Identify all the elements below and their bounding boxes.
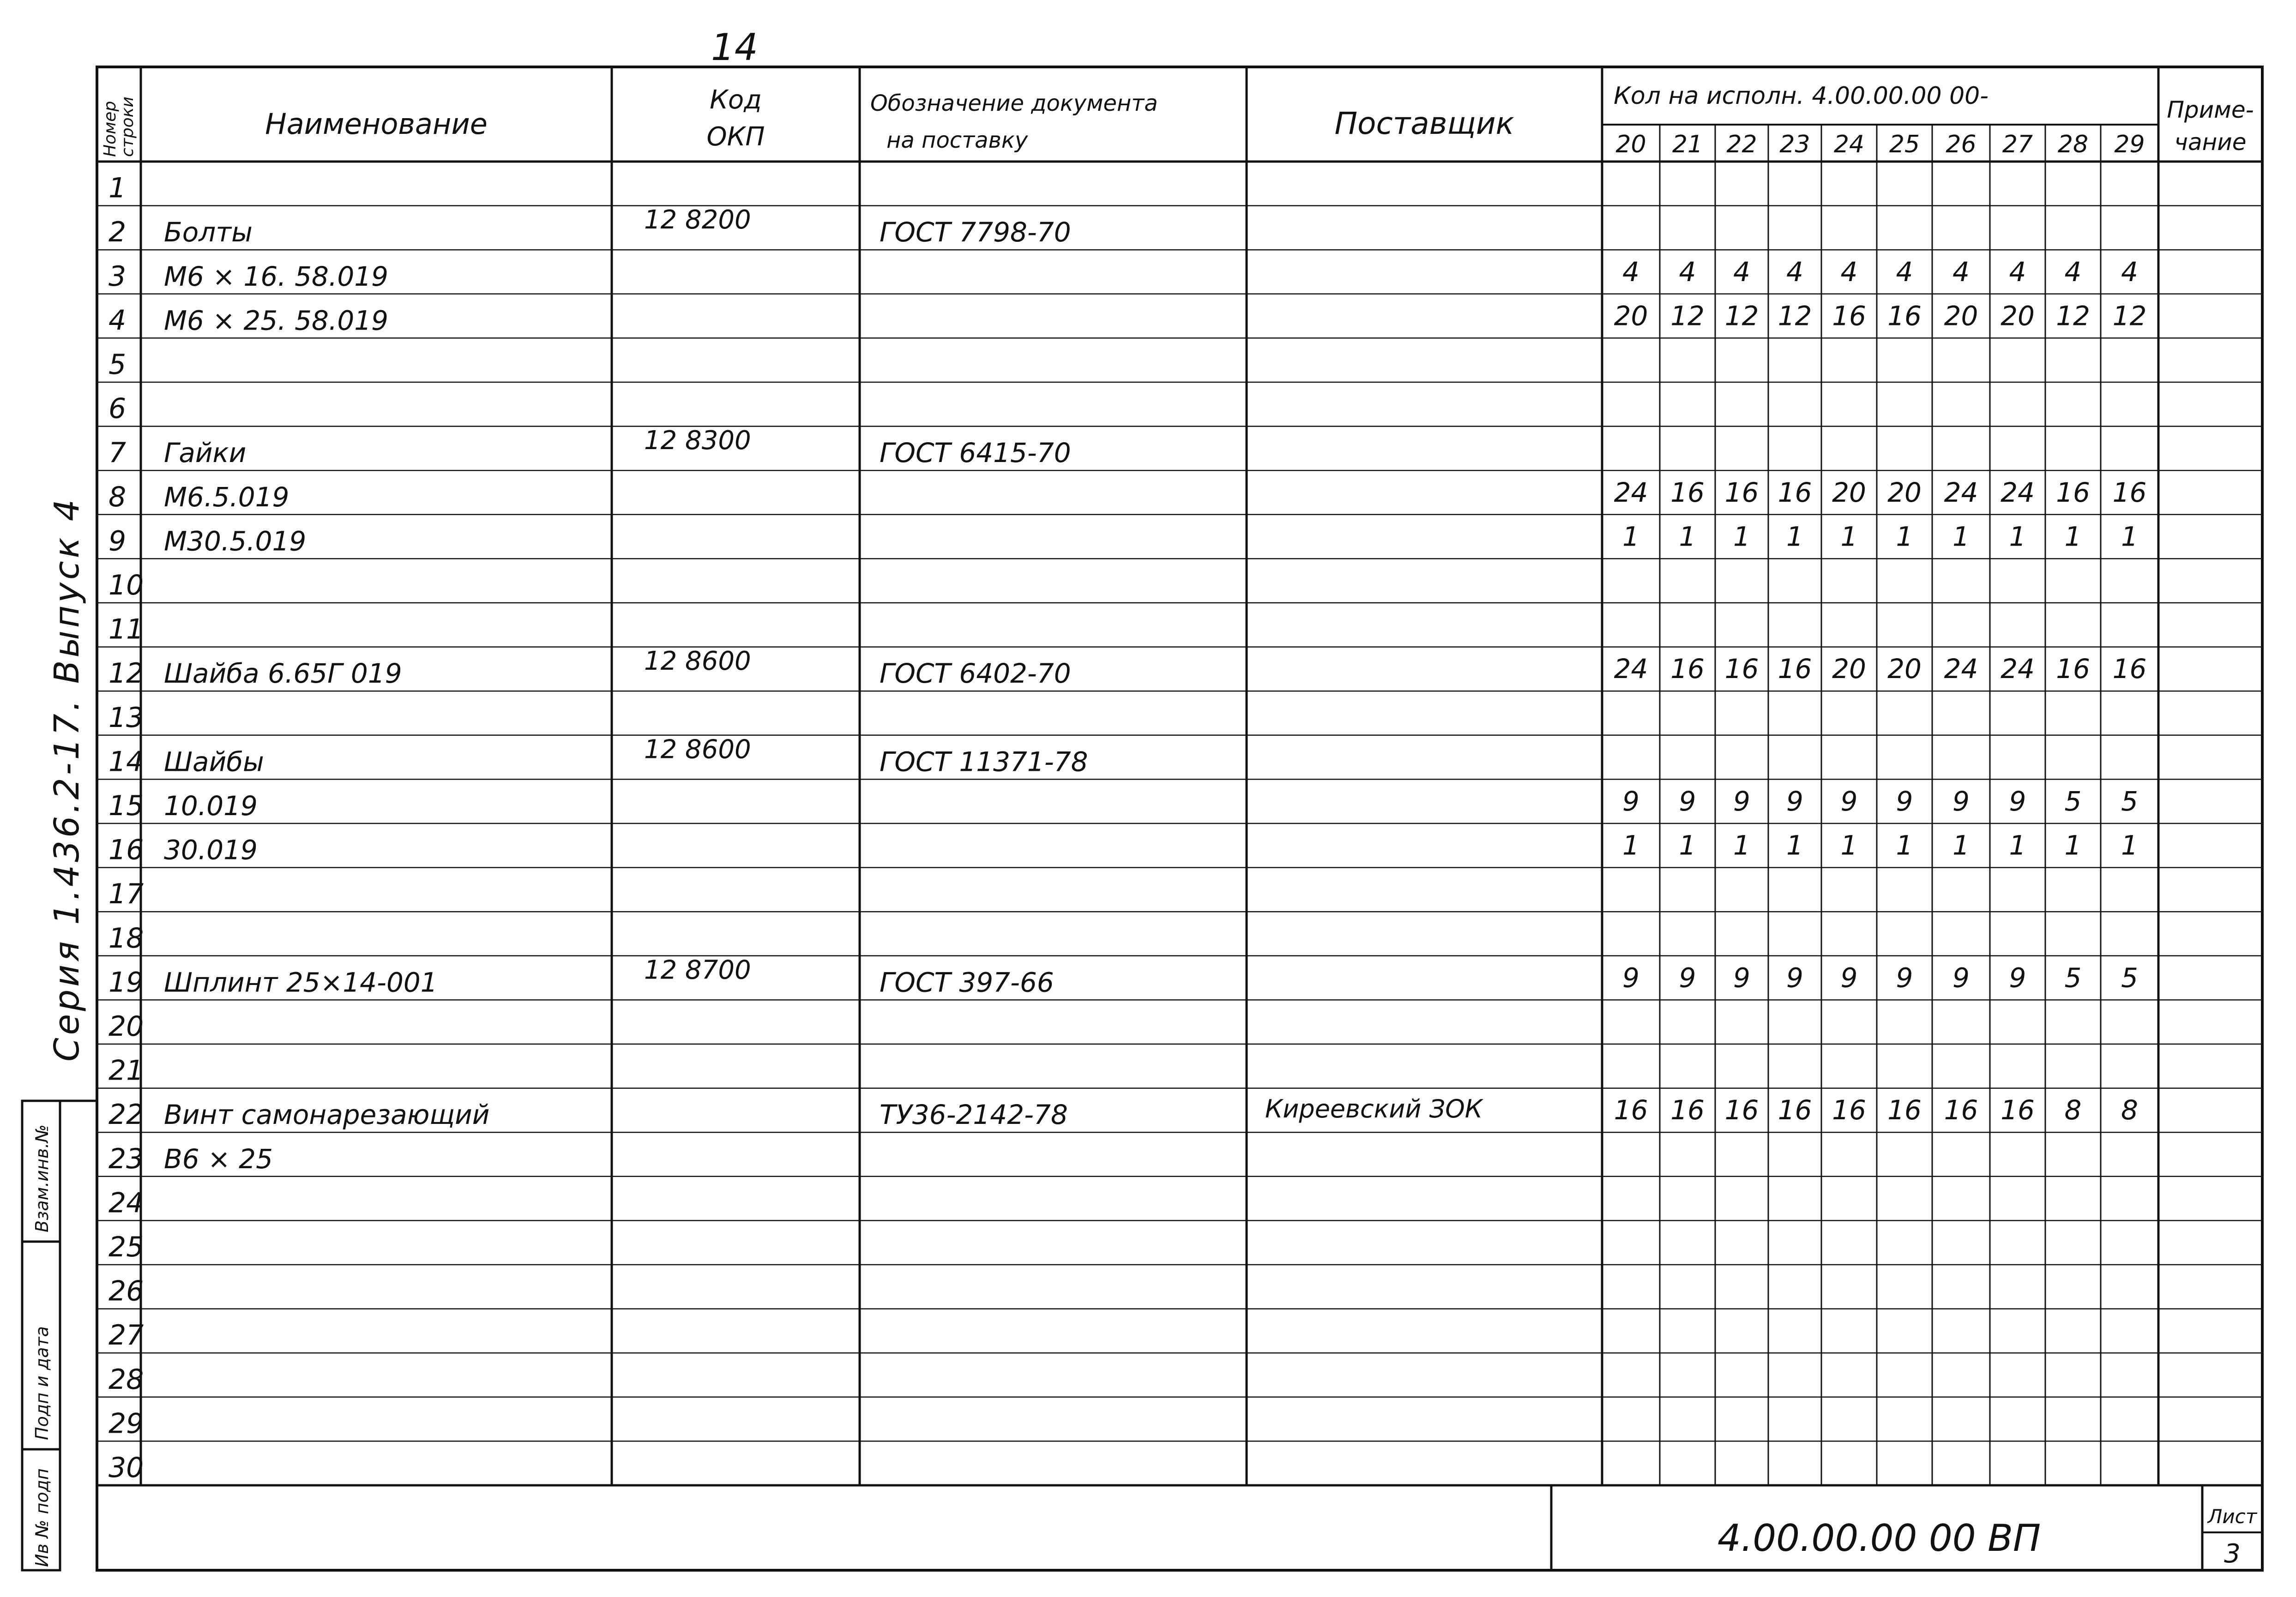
code-header: ОКП — [706, 122, 765, 152]
variant-header: 24 — [1833, 131, 1865, 158]
table-row — [108, 1275, 144, 1308]
item-name: 30.019 — [164, 834, 258, 866]
item-name: Шайбы — [164, 746, 264, 778]
page-number: 14 — [711, 26, 758, 69]
quantity-cell: 20 — [1944, 300, 1978, 332]
quantity-cell: 16 — [1944, 1094, 1978, 1126]
variant-header: 23 — [1779, 131, 1810, 158]
table-row — [108, 521, 2138, 557]
row-number: 13 — [108, 701, 144, 734]
item-code: 12 8700 — [644, 955, 751, 985]
row-number: 6 — [108, 392, 127, 425]
quantity-cell: 1 — [1953, 829, 1970, 861]
doc-header: на поставку — [886, 127, 1028, 153]
quantity-cell: 1 — [2121, 521, 2138, 552]
row-number: 5 — [108, 348, 127, 381]
quantity-cell: 12 — [1670, 300, 1705, 332]
row-number: 9 — [108, 525, 127, 558]
quantity-cell: 9 — [1786, 786, 1803, 817]
table-row — [108, 1319, 144, 1351]
table-grid — [22, 67, 2262, 1570]
quantity-cell: 1 — [1733, 521, 1750, 552]
item-name: Винт самонарезающий — [164, 1099, 490, 1131]
quantity-cell: 24 — [1944, 476, 1978, 508]
quantity-cell: 1 — [1953, 521, 1970, 552]
quantity-cell: 4 — [1622, 256, 1639, 288]
quantity-cell: 24 — [2001, 476, 2035, 508]
variant-header: 28 — [2057, 131, 2089, 158]
quantity-cell: 4 — [1786, 256, 1803, 288]
item-document: ГОСТ 11371-78 — [880, 746, 1088, 778]
table-row — [108, 734, 1088, 778]
sheet-number: 3 — [2224, 1539, 2241, 1569]
table-row — [108, 477, 2146, 513]
row-number: 12 — [108, 657, 144, 690]
row-number: 22 — [108, 1099, 144, 1131]
row-number: 28 — [108, 1363, 144, 1396]
quantity-cell: 1 — [1840, 521, 1858, 552]
stamp-label: Взам.инв.№ — [32, 1124, 52, 1232]
quantity-cell: 1 — [2064, 829, 2082, 861]
quantity-cell: 4 — [2121, 256, 2138, 288]
row-number: 14 — [108, 745, 144, 778]
quantity-cell: 1 — [2121, 829, 2138, 861]
table-row — [108, 256, 2138, 293]
row-number: 21 — [108, 1054, 144, 1087]
quantity-cell: 20 — [1887, 653, 1922, 685]
quantity-cell: 9 — [1786, 962, 1803, 994]
row-number-label: Номер — [101, 101, 120, 157]
table-row — [108, 830, 2138, 866]
table-row — [108, 393, 126, 425]
quantity-cell: 5 — [2121, 786, 2138, 817]
table-row — [108, 786, 2138, 822]
table-row — [108, 1407, 144, 1440]
row-number: 11 — [108, 613, 144, 646]
quantity-cell: 16 — [1778, 1094, 1812, 1126]
quantity-cell: 8 — [2121, 1094, 2138, 1126]
item-name: Гайки — [164, 437, 247, 469]
quantity-cell: 1 — [1622, 521, 1639, 552]
quantity-cell: 16 — [2056, 476, 2090, 508]
table-row — [108, 1231, 144, 1263]
code-header: Код — [710, 85, 762, 115]
quantity-cell: 4 — [1953, 256, 1970, 288]
table-row — [108, 613, 144, 646]
row-number: 7 — [108, 437, 127, 469]
variant-header: 29 — [2114, 131, 2145, 158]
title-block — [1717, 1505, 2258, 1569]
table-row — [108, 1055, 144, 1087]
quantity-cell: 12 — [2112, 300, 2147, 332]
quantity-cell: 20 — [2001, 300, 2035, 332]
quantity-cell: 4 — [1679, 256, 1696, 288]
row-number: 29 — [108, 1407, 144, 1440]
quantity-cell: 16 — [1887, 300, 1922, 332]
quantity-cell: 5 — [2064, 786, 2082, 817]
quantity-cell: 9 — [2009, 786, 2026, 817]
row-number: 16 — [108, 834, 144, 866]
quantity-cell: 16 — [1724, 653, 1759, 685]
quantity-cell: 16 — [2112, 653, 2147, 685]
quantity-cell: 9 — [1953, 786, 1970, 817]
supplier-header: Поставщик — [1334, 106, 1514, 141]
item-document: ТУ36-2142-78 — [880, 1099, 1068, 1131]
quantity-cell: 9 — [1896, 786, 1913, 817]
quantity-cell: 16 — [1670, 653, 1705, 685]
series-title: Серия 1.436.2-17. Выпуск 4 — [47, 496, 87, 1062]
row-number: 25 — [108, 1231, 144, 1263]
variant-header: 26 — [1946, 131, 1977, 158]
row-number: 27 — [108, 1319, 144, 1352]
variant-header: 25 — [1889, 131, 1920, 158]
row-number: 15 — [108, 790, 144, 822]
quantity-cell: 16 — [1670, 476, 1705, 508]
table-row — [108, 646, 2146, 690]
row-number: 1 — [108, 172, 127, 204]
item-code: 12 8600 — [644, 646, 751, 677]
item-code: 12 8600 — [644, 734, 751, 765]
table-row — [108, 348, 126, 381]
quantity-cell: 20 — [1887, 476, 1922, 508]
table-row — [108, 1010, 144, 1043]
quantity-cell: 9 — [2009, 962, 2026, 994]
item-code: 12 8300 — [644, 426, 751, 456]
quantity-cell: 4 — [2009, 256, 2026, 288]
quantity-cell: 16 — [1670, 1094, 1705, 1126]
qty-header: Кол на исполн. 4.00.00.00 00- — [1614, 82, 1989, 110]
quantity-cell: 16 — [1778, 653, 1812, 685]
quantity-cell: 1 — [2009, 829, 2026, 861]
quantity-cell: 9 — [1840, 962, 1858, 994]
quantity-cell: 9 — [1679, 962, 1696, 994]
row-number: 19 — [108, 966, 144, 999]
row-number: 18 — [108, 922, 144, 955]
table-row — [108, 426, 1071, 469]
quantity-cell: 1 — [1679, 829, 1696, 861]
variant-header: 21 — [1672, 131, 1703, 158]
note-header: чание — [2174, 129, 2247, 156]
row-number: 26 — [108, 1275, 144, 1308]
quantity-cell: 16 — [2001, 1094, 2035, 1126]
quantity-cell: 9 — [1679, 786, 1696, 817]
quantity-cell: 5 — [2121, 962, 2138, 994]
item-name: М6 × 16. 58.019 — [164, 260, 389, 292]
item-name: В6 × 25 — [164, 1143, 273, 1175]
table-row — [108, 569, 144, 601]
row-number: 4 — [108, 304, 127, 337]
quantity-cell: 16 — [1778, 476, 1812, 508]
table-row — [108, 955, 2138, 998]
table-row — [108, 205, 1071, 248]
quantity-cell: 1 — [1840, 829, 1858, 861]
table-row — [108, 922, 144, 955]
name-header: Наименование — [265, 107, 488, 141]
quantity-cell: 1 — [1679, 521, 1696, 552]
item-document: ГОСТ 7798-70 — [880, 216, 1071, 248]
row-number: 30 — [108, 1452, 144, 1484]
quantity-cell: 1 — [1622, 829, 1639, 861]
item-name: 10.019 — [164, 790, 258, 822]
row-number: 10 — [108, 569, 144, 601]
quantity-cell: 12 — [1724, 300, 1759, 332]
row-number: 20 — [108, 1010, 144, 1043]
quantity-cell: 24 — [1614, 653, 1648, 685]
quantity-cell: 1 — [1896, 829, 1913, 861]
quantity-cell: 4 — [1896, 256, 1913, 288]
row-number-header — [101, 96, 137, 157]
quantity-cell: 1 — [2009, 521, 2026, 552]
table-row — [108, 702, 144, 734]
document-designation: 4.00.00.00 00 ВП — [1717, 1517, 2041, 1560]
quantity-cell: 4 — [1733, 256, 1750, 288]
quantity-cell: 9 — [1733, 786, 1750, 817]
table-body — [108, 172, 2146, 1484]
table-row — [108, 172, 126, 204]
item-document: ГОСТ 397-66 — [880, 967, 1054, 998]
item-name: Шайба 6.65Г 019 — [164, 658, 402, 690]
table-row — [108, 878, 144, 910]
item-name: М30.5.019 — [164, 525, 307, 557]
note-header: Приме- — [2167, 96, 2254, 123]
quantity-cell: 1 — [2064, 521, 2082, 552]
table-header — [101, 26, 2254, 158]
table-row — [108, 1363, 144, 1396]
quantity-cell: 4 — [1840, 256, 1858, 288]
row-number: 24 — [108, 1187, 144, 1219]
row-number: 3 — [108, 260, 127, 293]
quantity-cell: 1 — [1786, 829, 1803, 861]
stamp-label: Ив № подп — [32, 1468, 52, 1567]
quantity-cell: 1 — [1896, 521, 1913, 552]
table-row — [108, 1187, 144, 1219]
sheet-label: Лист — [2207, 1505, 2257, 1528]
quantity-cell: 12 — [2056, 300, 2090, 332]
quantity-cell: 1 — [1733, 829, 1750, 861]
quantity-cell: 16 — [1724, 1094, 1759, 1126]
table-row — [108, 300, 2146, 336]
row-number: 2 — [108, 216, 127, 249]
quantity-cell: 24 — [2001, 653, 2035, 685]
quantity-cell: 1 — [1786, 521, 1803, 552]
quantity-cell: 8 — [2064, 1094, 2082, 1126]
row-number-label: строки — [118, 96, 137, 157]
row-number: 23 — [108, 1142, 144, 1175]
item-supplier: Киреевский ЗОК — [1265, 1094, 1483, 1124]
quantity-cell: 20 — [1832, 653, 1866, 685]
item-name: М6 × 25. 58.019 — [164, 305, 389, 336]
row-number: 8 — [108, 480, 127, 513]
table-row — [108, 1143, 273, 1175]
item-name: М6.5.019 — [164, 481, 289, 513]
item-name: Болты — [164, 216, 253, 248]
variant-header: 27 — [2002, 131, 2033, 158]
variant-header: 22 — [1726, 131, 1757, 158]
quantity-cell: 9 — [1622, 786, 1639, 817]
quantity-cell: 4 — [2064, 256, 2082, 288]
quantity-cell: 16 — [1724, 476, 1759, 508]
quantity-cell: 20 — [1832, 476, 1866, 508]
quantity-cell: 9 — [1953, 962, 1970, 994]
quantity-cell: 16 — [2112, 476, 2147, 508]
quantity-cell: 12 — [1778, 300, 1812, 332]
quantity-cell: 24 — [1944, 653, 1978, 685]
quantity-cell: 16 — [1614, 1094, 1648, 1126]
quantity-cell: 9 — [1733, 962, 1750, 994]
variant-header: 20 — [1615, 131, 1646, 158]
doc-header: Обозначение документа — [870, 90, 1158, 116]
item-document: ГОСТ 6402-70 — [880, 658, 1071, 690]
quantity-cell: 16 — [1832, 300, 1866, 332]
stamp-label: Подп и дата — [32, 1326, 52, 1440]
quantity-cell: 9 — [1622, 962, 1639, 994]
item-code: 12 8200 — [644, 205, 751, 235]
quantity-cell: 16 — [1832, 1094, 1866, 1126]
quantity-cell: 9 — [1840, 786, 1858, 817]
quantity-cell: 24 — [1614, 476, 1648, 508]
table-row — [108, 1094, 2138, 1131]
item-document: ГОСТ 6415-70 — [880, 437, 1071, 469]
table-row — [108, 1452, 144, 1484]
quantity-cell: 16 — [1887, 1094, 1922, 1126]
row-number: 17 — [108, 878, 144, 911]
sheet-frame — [97, 67, 2262, 1570]
quantity-cell: 9 — [1896, 962, 1913, 994]
item-name: Шплинт 25×14-001 — [164, 967, 438, 998]
quantity-cell: 20 — [1614, 300, 1648, 332]
quantity-cell: 16 — [2056, 653, 2090, 685]
quantity-cell: 5 — [2064, 962, 2082, 994]
